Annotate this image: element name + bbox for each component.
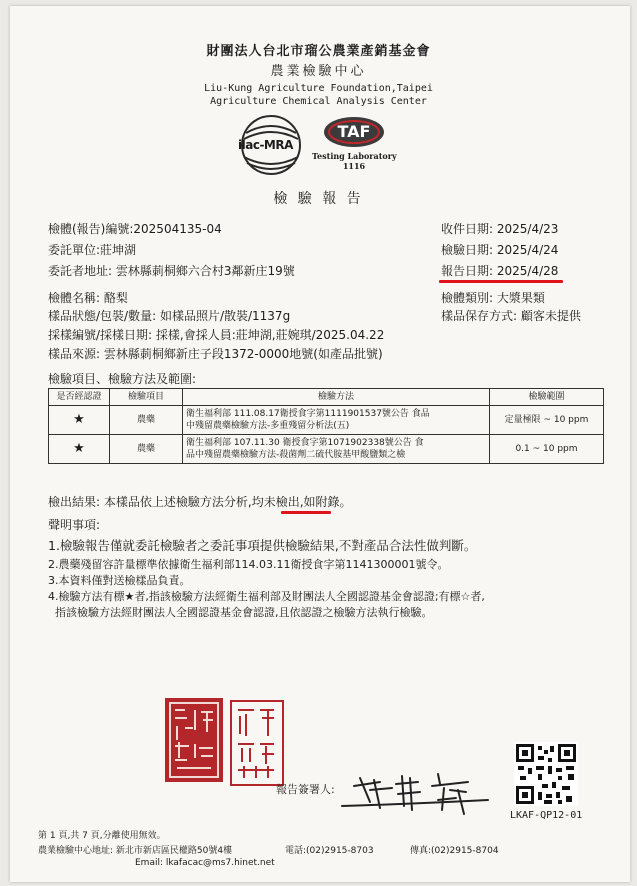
report-date: 報告日期: 2025/4/28 (441, 264, 559, 278)
taf-caption: Testing Laboratory (312, 151, 397, 161)
handwritten-signature (340, 770, 490, 820)
received-date: 收件日期: 2025/4/23 (441, 222, 559, 236)
report-title: 檢 驗 報 告 (273, 191, 364, 207)
test-methods-table (48, 388, 604, 464)
sample-category: 檢體類別: 大漿果類 (441, 291, 545, 305)
client: 委託單位:莊坤湖 (48, 243, 137, 257)
taf-logo (322, 115, 386, 149)
test-item: 農藥 (110, 406, 183, 435)
table-row (49, 435, 604, 464)
result-suffix: ,如附錄。 (299, 495, 352, 509)
org-title-en: Liu-Kung Agriculture Foundation,Taipei (204, 83, 433, 94)
footer-fax: 傳真:(02)2915-8704 (410, 846, 499, 856)
footer-phone: 電話:(02)2915-8703 (285, 846, 374, 856)
ilac-logo-text: ilac-MRA (238, 138, 293, 152)
declaration-item: 4.檢驗方法有標★者,指該檢驗方法經衛生福利部及財團法人全國認證基金會認證;有標☆者, (48, 590, 485, 603)
test-method (183, 406, 490, 435)
declaration-item: 2.農藥殘留容許量標準依據衛生福利部114.03.11衛授食字第1141300001號令。 (48, 558, 449, 571)
table-header-row (49, 389, 604, 406)
client-address: 委託者地址: 雲林縣莿桐鄉六合村3鄰新庄19號 (48, 264, 295, 278)
document-code: LKAF-QP12-01 (510, 810, 583, 821)
qr-code (514, 742, 578, 806)
declaration-title: 聲明事項: (48, 518, 101, 532)
test-range: 定量極限 ~ 10 ppm (490, 406, 604, 435)
accredited-star: ★ (49, 406, 110, 435)
header-range: 檢驗範圍 (490, 389, 604, 406)
org-title-zh: 財團法人台北市瑠公農業產銷基金會 (206, 44, 431, 59)
result-highlight: 均未檢出 (251, 495, 300, 509)
sample-storage: 樣品保存方式: 顧客未提供 (441, 309, 581, 323)
declaration-item: 1.檢驗報告僅就委託檢驗者之委託事項提供檢驗結果,不對產品合法性做判斷。 (48, 538, 477, 553)
test-range: 0.1 ~ 10 ppm (490, 435, 604, 464)
header-accredited: 是否經認證 (49, 389, 110, 406)
test-method-line: 品中殘留農藥檢驗方法-殺菌劑二硫代胺基甲酸鹽類之檢 (186, 450, 406, 460)
test-method-line: 中殘留農藥檢驗方法-多重殘留分析法(五) (186, 421, 350, 431)
test-item: 農藥 (110, 435, 183, 464)
test-date: 檢驗日期: 2025/4/24 (441, 243, 559, 257)
sample-state: 樣品狀態/包裝/數量: 如樣品照片/散裝/1137g (48, 309, 291, 323)
org-seal-stamp (165, 698, 223, 782)
table-caption: 檢驗項目、檢驗方法及範圍: (48, 372, 197, 386)
report-number: 檢體(報告)編號:202504135-04 (48, 222, 222, 236)
page-indicator: 第 1 頁,共 7 頁,分離使用無效。 (38, 831, 166, 841)
declaration-item: 指該檢驗方法經財團法人全國認證基金會認證,且依認證之檢驗方法執行檢驗。 (48, 606, 433, 619)
accredited-star: ★ (49, 435, 110, 464)
result-underline (281, 511, 331, 514)
header-item: 檢驗項目 (110, 389, 183, 406)
signature-label: 報告簽署人: (276, 783, 335, 796)
center-title-en: Agriculture Chemical Analysis Center (210, 96, 427, 107)
report-date-underline (439, 280, 563, 283)
test-method-line: 衛生福利部 111.08.17衛授食字第1111901537號公告 食品 (186, 409, 430, 419)
header-method: 檢驗方法 (183, 389, 490, 406)
sample-source: 樣品來源: 雲林縣莿桐鄉新庄子段1372-0000地號(如產品批號) (48, 347, 383, 361)
result-prefix: 檢出結果: 本樣品依上述檢驗方法分析, (48, 495, 252, 509)
test-result (48, 493, 352, 510)
taf-number: 1116 (342, 161, 366, 171)
test-method (183, 435, 490, 464)
test-method-line: 衛生福利部 107.11.30 衛授食字第1071902338號公告 食 (186, 438, 424, 448)
taf-logo-text: TAF (337, 122, 371, 141)
sample-name: 檢體名稱: 酪梨 (48, 291, 128, 305)
table-row (49, 406, 604, 435)
ilac-mra-logo (232, 113, 310, 177)
sampling-info: 採樣編號/採樣日期: 採樣,會採人員:莊坤湖,莊婉琪/2025.04.22 (48, 328, 385, 342)
footer-email: Email: lkafacac@ms7.hinet.net (135, 858, 275, 868)
signature-seal-stamp (230, 700, 284, 786)
declaration-item: 3.本資料僅對送檢樣品負責。 (48, 574, 191, 587)
footer-address: 農業檢驗中心地址: 新北市新店區民權路50號4樓 (38, 846, 233, 856)
center-title-zh: 農業檢驗中心 (270, 64, 367, 79)
